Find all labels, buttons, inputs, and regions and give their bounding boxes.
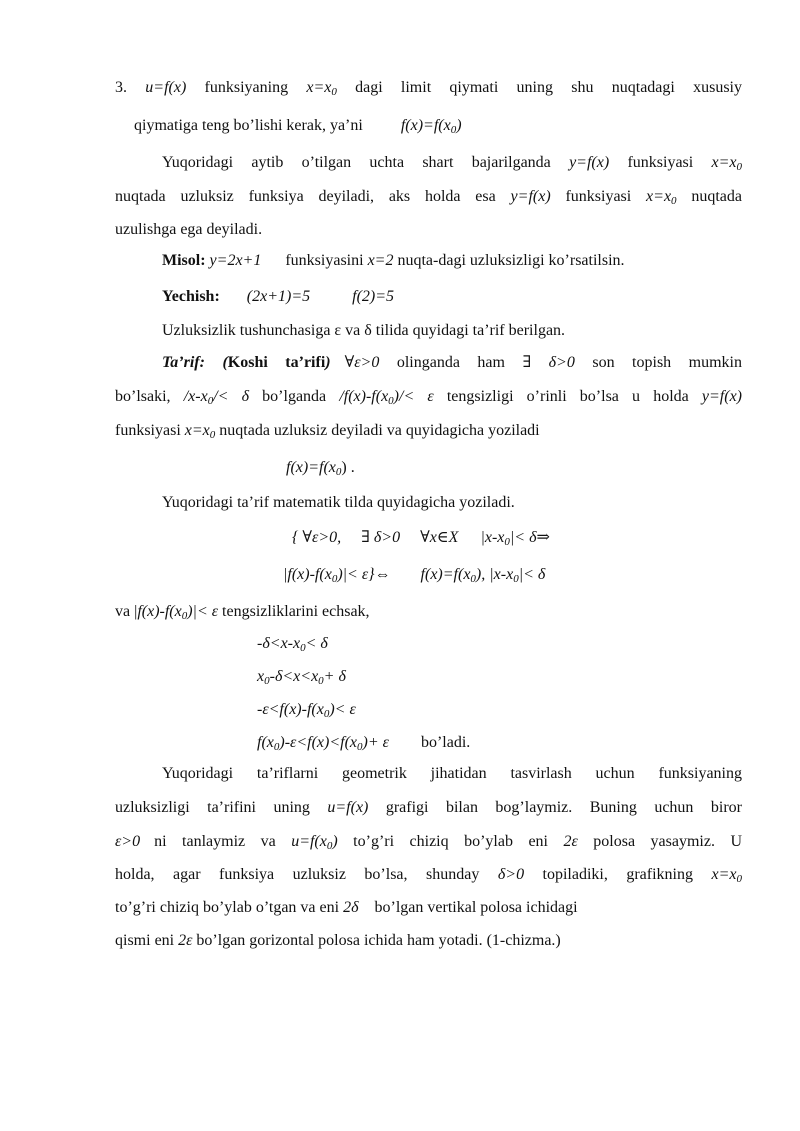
formula: $u=f(x_0)$ [291, 833, 338, 852]
formula: y=f(x) [569, 154, 610, 171]
definition-line: Ta’rif: (Koshi ta’rifi) ∀ε>0 olinganda ham ∃ δ>0 son topish mumkin [162, 354, 742, 371]
formula: y=f(x) [510, 188, 551, 205]
definition-label: Ta’rif: ( [162, 354, 228, 371]
formula: $f(x)-f(x_0)|< \varepsilon$ [137, 603, 219, 622]
text-line-25: to’g’ri chiziq bo’ylab o’tgan va eni 2δ bo’lgan vertikal polosa ichidagi [115, 899, 578, 916]
text-line-21: Yuqoridagi ta’riflarni geometrik jihatidan tasvirlash uchun funksiyaning [162, 765, 742, 782]
formula: $x=x_0$ [711, 866, 742, 885]
formula: ∃ δ>0 [361, 529, 401, 546]
formula: 2δ [343, 899, 359, 916]
text-line-13: Yuqoridagi ta’rif matematik tilda quyidagicha yoziladi. [162, 494, 515, 511]
formula-line-17 [257, 634, 800, 654]
text-line-16: va $|f(x)-f(x_0)|< \varepsilon$ tengsizliklarini echsak, [115, 603, 370, 622]
formula: $/f(x)-f(x_0)/< \varepsilon$ [339, 388, 434, 407]
formula: (2x+1)=5 [246, 288, 311, 305]
formula: $f(x)=f(x_0$ [286, 459, 342, 478]
formula: δ>0 [497, 866, 525, 883]
text-line-11: funksiyasi $x=x_0$ nuqtada uzluksiz deyiladi va quyidagicha yoziladi [115, 422, 540, 441]
formula-line-12: $f(x)=f(x_0)$ . [286, 459, 355, 478]
formula: ∀ε>0 [344, 354, 380, 371]
text-line-26: qismi eni 2ε bo’lgan gorizontal polosa ichida ham yotadi. (1-chizma.) [115, 932, 561, 949]
text-line-8: Uzluksizlik tushunchasiga ε va δ tilida quyidagi ta’rif berilgan. [162, 322, 566, 339]
formula: $f(x)=f(x_0)$ [400, 117, 462, 136]
formula: $x=x_0$ [306, 79, 337, 98]
formula: $x=x_0$ [646, 188, 677, 207]
formula-line-18 [257, 667, 800, 687]
example-label: Misol: [162, 252, 206, 269]
text-line-5: uzulishga ega deyiladi. [115, 221, 263, 238]
formula: u=f(x) [145, 79, 187, 96]
formula-line-19 [257, 700, 800, 720]
text-line-10: bo’lsaki, $/x-x_0/< \delta$ bo’lganda $/f(x)-f(x_0)/< \varepsilon$ tengsizligi o’rinli bo’lsa u holda y=f(x) [115, 388, 743, 407]
text-line-23: ε>0 ni tanlaymiz va $u=f(x_0)$ to’g’ri chiziq bo’ylab eni 2ε polosa yasaymiz. U [115, 833, 743, 852]
formula: ε>0 [115, 833, 141, 850]
formula-line-20: $f(x_0)-\varepsilon<f(x)<f(x_0)+ \varepsilon$ bo’ladi. [257, 734, 471, 753]
text-line-24: holda, agar funksiya uzluksiz bo’lsa, shunday δ>0 topiladiki, grafikning $x=x_0$ [115, 866, 742, 885]
formula: $f(x_0)-\varepsilon<f(x)<f(x_0)+ \varepsilon$ [257, 734, 389, 753]
text-line-2: qiymatiga teng bo’lishi kerak, ya’ni $f(x)=f(x_0)$ [134, 117, 462, 136]
solution-label: Yechish: [162, 288, 220, 305]
formula: $x=x_0$ [184, 422, 216, 441]
text-line-4: nuqtada uzluksiz funksiya deyiladi, aks holda esa y=f(x) funksiyasi $x=x_0$ nuqtada [115, 188, 742, 207]
item-number: 3. [115, 79, 127, 96]
formula: $|f(x)-f(x_0)|<$ ε}⇔ [283, 566, 391, 585]
formula: ∀x∈X [420, 529, 459, 546]
formula: y=f(x) [701, 388, 743, 405]
formula: $/x-x_0/< \delta$ [183, 388, 250, 407]
text-line-3: Yuqoridagi aytib o’tilgan uchta shart bajarilganda y=f(x) funksiyasi $x=x_0$ [162, 154, 742, 173]
text-line-1: 3. u=f(x) funksiyaning $x=x_0$ dagi limit qiymati uning shu nuqtadagi xususiy [115, 79, 743, 98]
formula: y=2x+1 [205, 252, 262, 269]
formula: $f(x)=f(x_0)$, $|x-x_0|< \delta$ [420, 566, 546, 585]
formula: $-\delta<x-x_0< \delta$ [257, 635, 328, 654]
formula: $-\varepsilon<f(x)-f(x_0)< \varepsilon$ [257, 701, 356, 720]
formula: x=2 [367, 252, 394, 269]
formula-line-14 [292, 528, 800, 548]
formula: $|x-x_0|<$ δ⇒ [480, 529, 550, 548]
formula-line-15 [283, 565, 800, 585]
formula: u=f(x) [327, 799, 369, 816]
formula: f(2)=5 [352, 288, 395, 305]
example-line: Misol: y=2x+1 funksiyasini x=2 nuqta-dagi uzluksizligi ko’rsatilsin. [162, 252, 625, 269]
text-line-22: uzluksizligi ta’rifini uning u=f(x) grafigi bilan bog’laymiz. Buning uchun biror [115, 799, 743, 816]
formula: 2ε [563, 833, 578, 850]
solution-line [162, 287, 742, 307]
formula: $x_0-\delta<x<x_0+ \delta$ [257, 668, 346, 687]
formula: 2ε [178, 932, 193, 949]
formula: ∃ δ>0 [522, 354, 575, 371]
formula: $x=x_0$ [711, 154, 742, 173]
formula: { ∀ε>0, [292, 529, 342, 546]
